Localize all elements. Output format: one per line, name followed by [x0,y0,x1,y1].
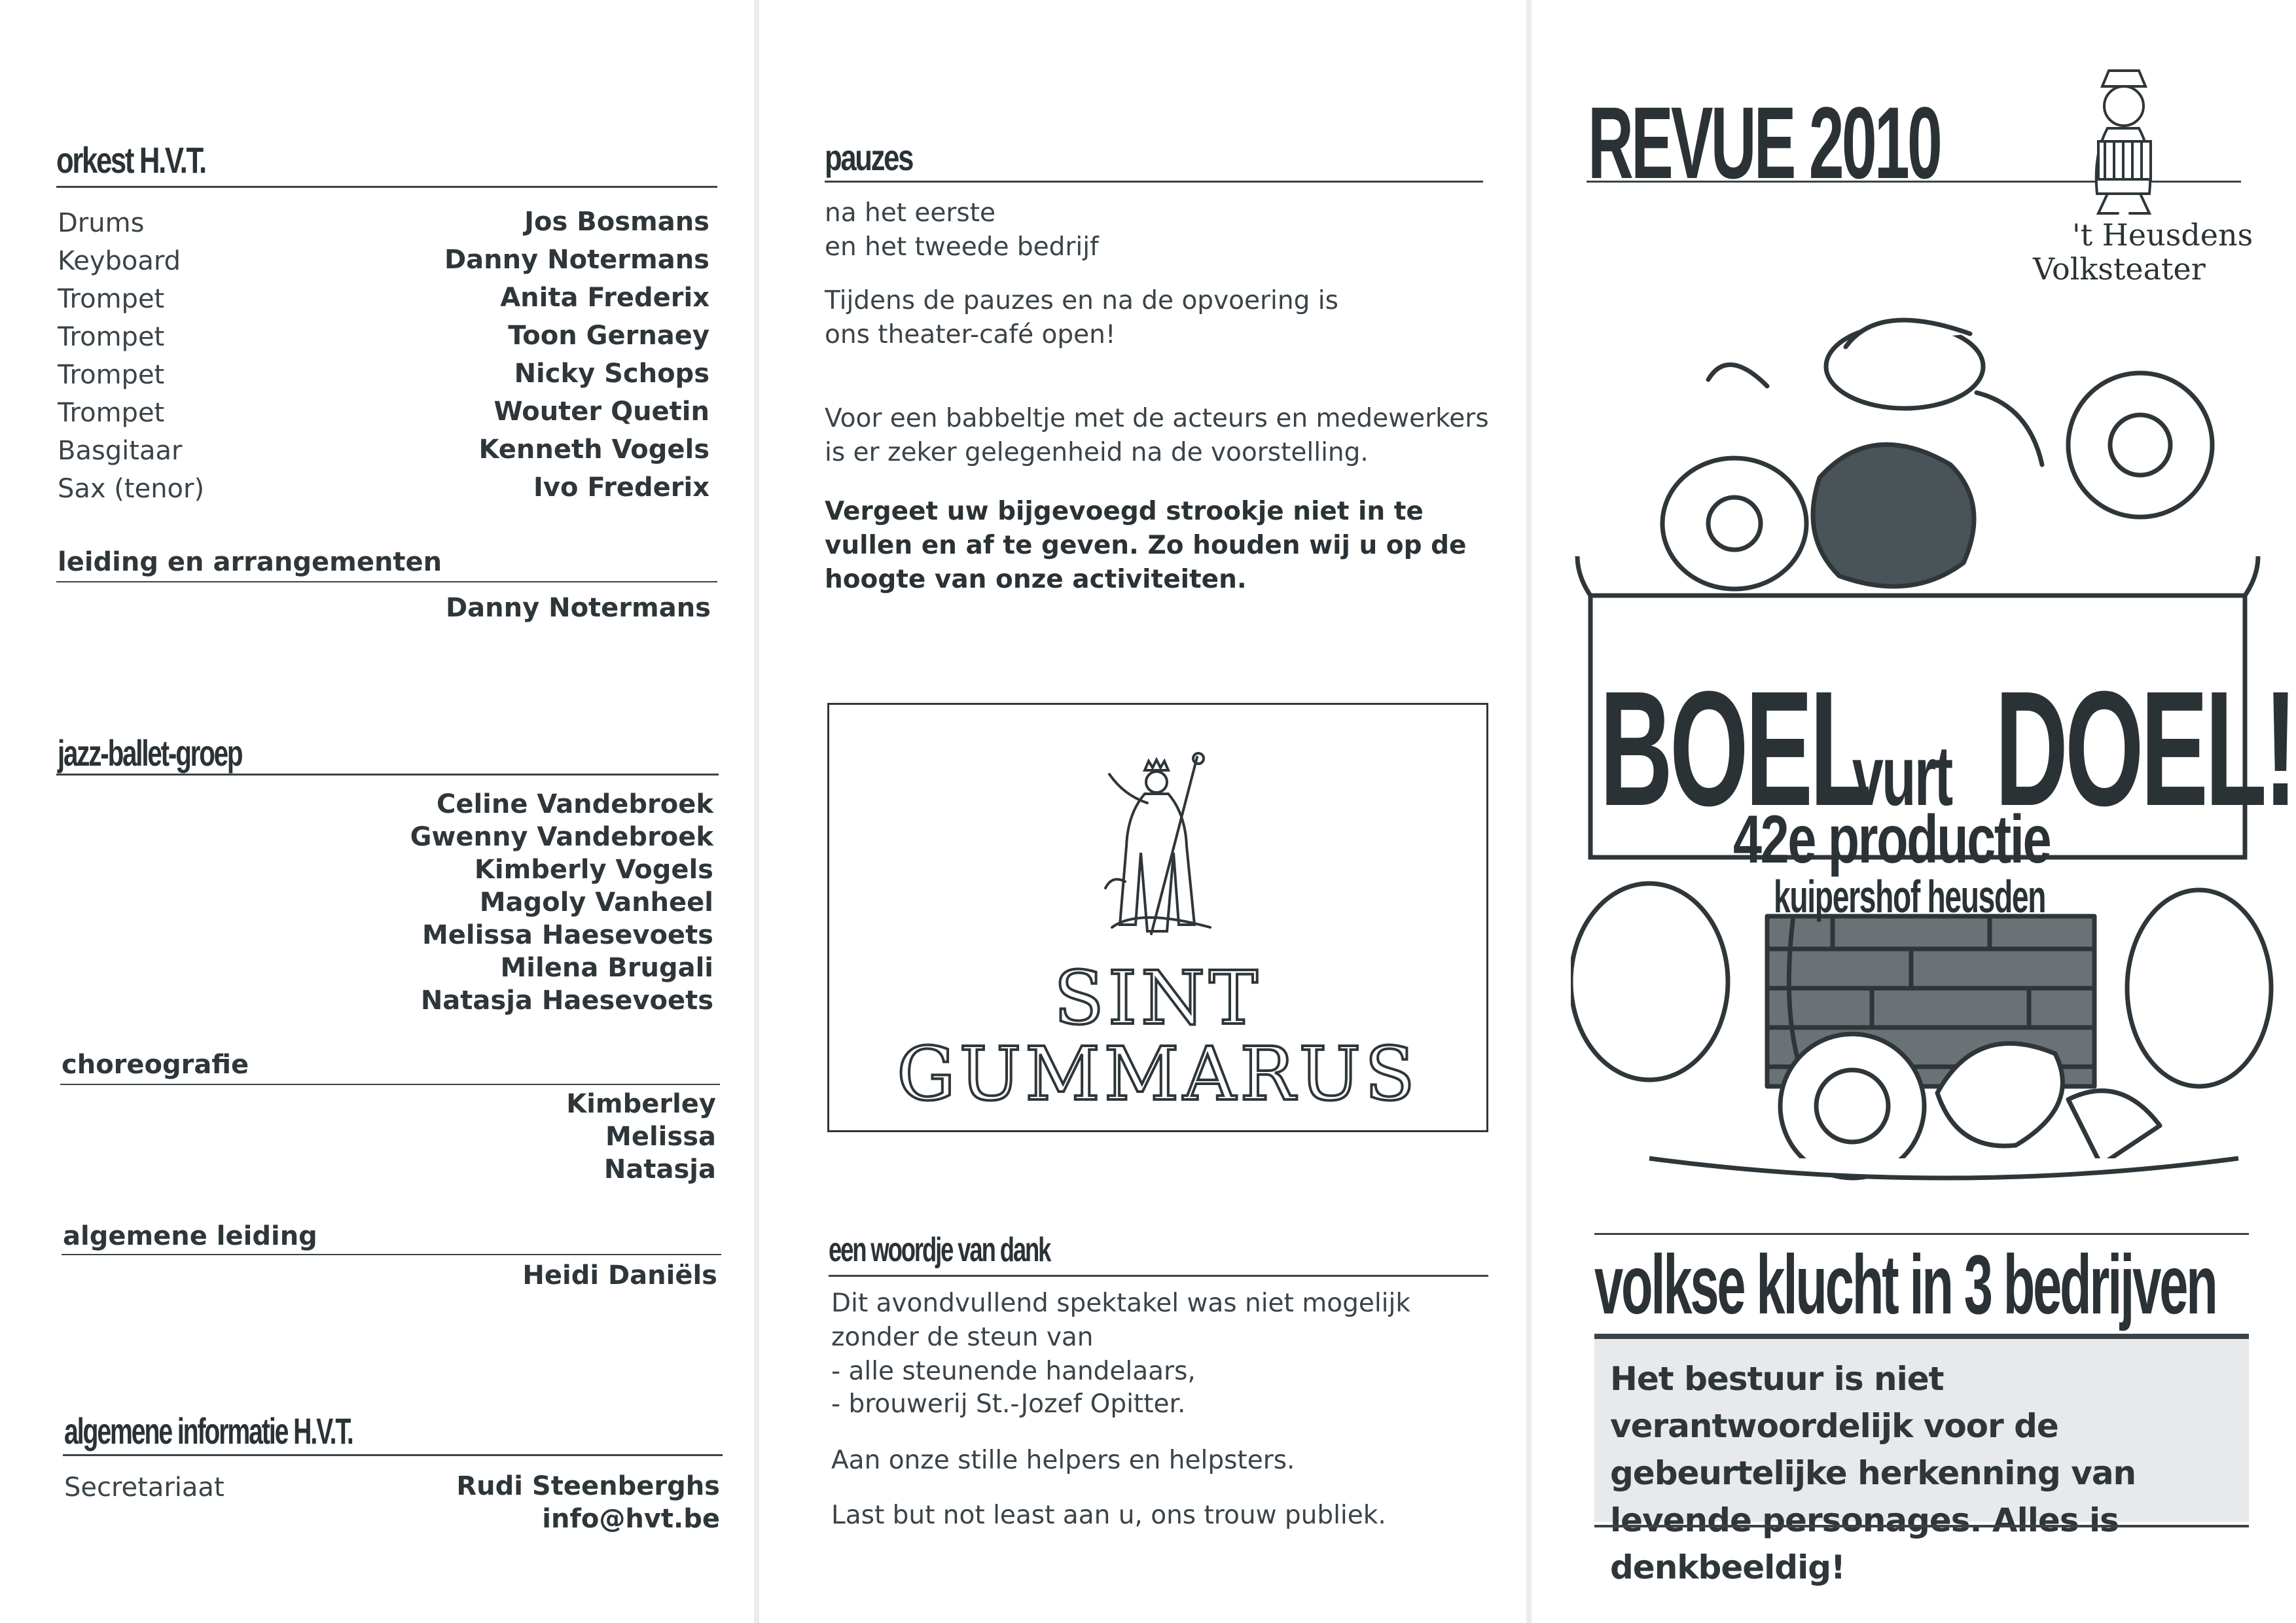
choreographer: Natasja [603,1154,716,1185]
pauses-line-1: na het eerste [825,198,996,228]
thanks-helpers: Aan onze stille helpers en helpsters. [831,1446,1295,1475]
subtitle-rule-top [1594,1233,2249,1235]
arrangements-heading: leiding en arrangementen [58,547,442,577]
ballet-heading: jazz-ballet-groep [58,732,242,774]
disclaimer-rule [1594,1336,2249,1339]
orchestra-role: Drums [58,208,145,238]
orchestra-role: Trompet [58,360,165,390]
middle-panel [759,0,1526,1623]
pauses-line-2: en het tweede bedrijf [825,232,1099,262]
orchestra-role: Trompet [58,398,165,428]
thanks-rule [829,1275,1488,1277]
orchestra-role: Basgitaar [58,436,183,466]
orchestra-member-name: Nicky Schops [514,359,709,389]
revue-title: REVUE 2010 [1588,86,1941,200]
info-email: info@hvt.be [542,1504,720,1534]
arrangements-name: Danny Notermans [445,593,711,623]
sponsor-box [827,703,1488,1132]
right-panel [1532,0,2296,1623]
info-rule [63,1454,723,1456]
orchestra-role: Trompet [58,322,165,352]
direction-name: Heidi Daniëls [522,1260,717,1291]
arrangements-rule [56,581,717,582]
ballet-rule [56,774,719,776]
ballet-member: Natasja Haesevoets [420,986,713,1016]
info-name: Rudi Steenberghs [456,1471,720,1501]
orchestra-member-name: Ivo Frederix [533,473,709,503]
info-label: Secretariaat [64,1472,224,1503]
orchestra-member-name: Jos Bosmans [524,207,709,237]
orchestra-member-name: Kenneth Vogels [478,435,709,465]
accordion-player-icon [2062,63,2186,220]
ballet-member: Gwenny Vandebroek [410,822,713,852]
orchestra-member-name: Anita Frederix [500,283,709,313]
orchestra-role: Trompet [58,284,165,314]
disclaimer-box [1594,1334,2249,1586]
banner-word-2: vurt [1852,728,1952,823]
production-number: 42e productie [1733,802,2051,878]
left-panel [0,0,754,1623]
logo-line-1: 't Heusdens [2072,217,2253,253]
ballet-member: Melissa Haesevoets [422,920,713,950]
banner-word-3: DOEL! [1995,657,2295,840]
pauses-slip-text: Vergeet uw bijgevoegd strookje niet in te vullen en af te geven. Zo houden wij u op de hoogte van onze activiteiten. [825,497,1467,594]
subtitle: volkse klucht in 3 bedrijven [1594,1238,2216,1332]
orchestra-role: Keyboard [58,246,181,276]
direction-heading: algemene leiding [63,1221,317,1251]
banner-word-1: BOEL [1600,657,1869,840]
fold-line [754,0,759,1623]
ballet-member: Magoly Vanheel [479,887,713,918]
choreography-heading: choreografie [62,1050,249,1080]
disclaimer-text: Het bestuur is niet verantwoordelijk voor de gebeurtelijke herkenning van levende personages. Alles is denkbeeldig! [1610,1360,2136,1586]
sponsor-brand-line2: GUMMARUS [897,1032,1419,1117]
pauses-rule [825,181,1483,183]
sponsor-brand-line1: SINT [1054,956,1262,1041]
direction-rule [62,1254,721,1255]
thanks-heading: een woordje van dank [829,1231,1050,1269]
orchestra-member-name: Toon Gernaey [508,321,709,351]
thanks-item-2: - brouwerij St.-Jozef Opitter. [831,1389,1186,1419]
pauses-chat-text: Voor een babbeltje met de acteurs en medewerkers is er zeker gelegenheid na de voorstelling. [825,404,1489,467]
ballet-member: Celine Vandebroek [436,789,713,819]
fold-line [1526,0,1532,1623]
pauses-cafe-text: Tijdens de pauzes en na de opvoering is ons theater-café open! [825,286,1338,349]
saint-figure-icon [1099,751,1217,947]
thanks-intro: Dit avondvullend spektakel was niet mogelijk zonder de steun van [831,1289,1410,1352]
orchestra-role: Sax (tenor) [58,474,205,504]
ballet-member: Milena Brugali [500,953,713,983]
choreographer: Kimberley [566,1089,716,1119]
orchestra-rule [56,186,717,188]
orchestra-heading: orkest H.V.T. [56,139,206,181]
thanks-item-1: - alle steunende handelaars, [831,1357,1196,1386]
thanks-last: Last but not least aan u, ons trouw publiek. [831,1501,1386,1530]
orchestra-member-name: Wouter Quetin [493,397,709,427]
pauses-heading: pauzes [825,137,913,178]
ballet-member: Kimberly Vogels [474,855,713,885]
info-heading: algemene informatie H.V.T. [64,1410,353,1452]
choreography-rule [60,1084,720,1085]
disclaimer-rule-bottom [1594,1525,2249,1527]
logo-line-2: Volksteater [2033,251,2206,287]
orchestra-member-name: Danny Notermans [444,245,709,275]
venue: kuipershof heusden [1774,871,2046,922]
choreographer: Melissa [605,1122,716,1152]
